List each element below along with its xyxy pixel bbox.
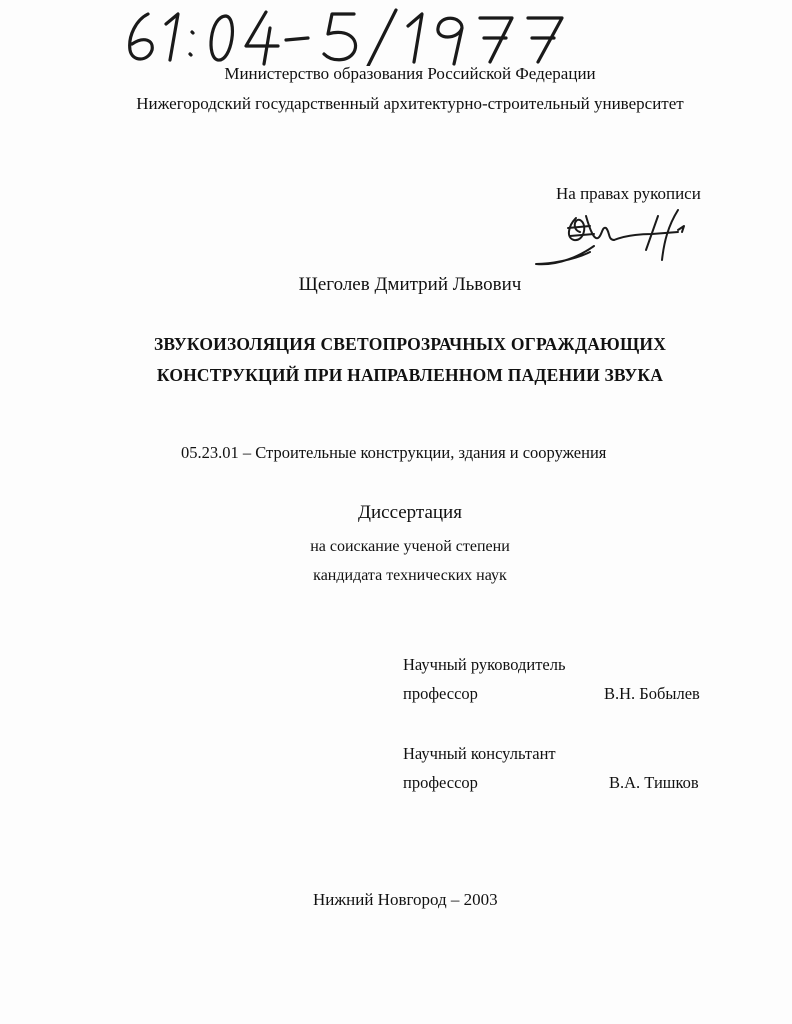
author-name: Щеголев Дмитрий Львович [298, 274, 522, 295]
supervisor-title: Научный руководитель [403, 655, 566, 674]
consultant-name: В.А. Тишков [609, 773, 699, 792]
consultant-title: Научный консультант [403, 744, 556, 763]
signature [528, 190, 698, 275]
document-type: Диссертация [358, 502, 462, 523]
consultant-role: профессор [403, 773, 478, 792]
dissertation-title-line-2: КОНСТРУКЦИЙ ПРИ НАПРАВЛЕННОМ ПАДЕНИИ ЗВУКА [156, 365, 664, 385]
ministry-header: Министерство образования Российской Федерации [224, 64, 596, 83]
degree-line-1: на соискание ученой степени [310, 538, 510, 555]
dissertation-title-line-1: ЗВУКОИЗОЛЯЦИЯ СВЕТОПРОЗРАЧНЫХ ОГРАЖДАЮЩИХ [153, 334, 667, 354]
degree-line-2: кандидата технических наук [313, 567, 507, 584]
university-header: Нижегородский государственный архитектурно-строительный университет [136, 94, 684, 113]
place-and-year: Нижний Новгород – 2003 [313, 890, 498, 909]
supervisor-role: профессор [403, 684, 478, 703]
specialty-code: 05.23.01 – Строительные конструкции, здания и сооружения [181, 443, 607, 462]
handwritten-catalog-number [118, 6, 568, 66]
rights-note: На правах рукописи [556, 184, 701, 203]
supervisor-name: В.Н. Бобылев [604, 684, 700, 703]
